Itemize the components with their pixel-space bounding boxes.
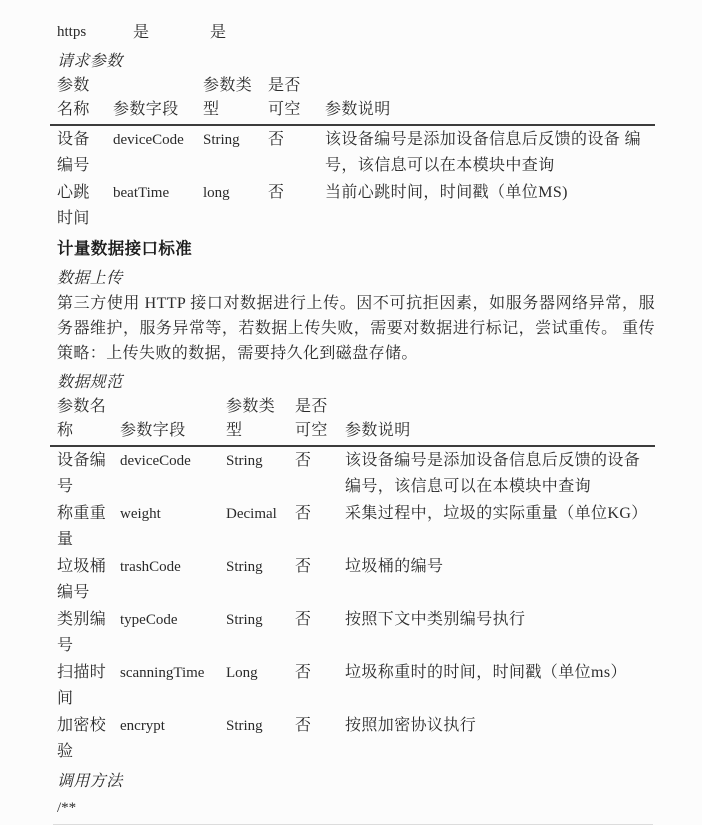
cell-param-name: 心跳时间	[57, 184, 90, 227]
cell-param-desc: 按照加密协议执行	[345, 717, 477, 734]
table-row	[57, 607, 655, 659]
cell-param-field: trashCode	[120, 559, 181, 575]
invoke-method-heading: 调用方法	[57, 773, 123, 790]
protocol-flag-2: 是	[210, 24, 227, 41]
table-row	[57, 554, 655, 606]
header-param-type: 参数类型	[203, 77, 253, 118]
request-params-table	[57, 74, 655, 232]
table-header-row	[57, 395, 655, 443]
table-header-rule	[50, 124, 655, 126]
cell-param-field: typeCode	[120, 612, 178, 628]
table-row	[57, 127, 655, 179]
cell-param-name: 类别编号	[57, 611, 107, 654]
data-upload-paragraph: 第三方使用 HTTP 接口对数据进行上传。因不可抗拒因素，如服务器网络异常，服务器维护，服务异常等，若数据上传失败，需要对数据进行标记，尝试重传。 重传策略：上传失败的数据，需要持久化到磁盘存储。	[57, 295, 655, 362]
code-comment-open: /**	[57, 800, 77, 816]
table-row	[57, 501, 655, 553]
cell-param-type: String	[226, 559, 263, 575]
header-param-nullable: 是否可空	[295, 398, 328, 439]
cell-param-type: long	[203, 185, 230, 201]
cell-param-field: scanningTime	[120, 665, 205, 681]
protocol-flag-1: 是	[133, 24, 150, 41]
cell-param-name: 设备编号	[57, 131, 90, 174]
cell-param-field: weight	[120, 506, 161, 522]
cell-param-desc: 该设备编号是添加设备信息后反馈的设备 编号，该信息可以在本模块中查询	[345, 452, 641, 495]
data-spec-heading: 数据规范	[57, 374, 123, 391]
cell-param-type: String	[203, 132, 240, 148]
header-param-field: 参数字段	[120, 422, 186, 439]
cell-param-desc: 按照下文中类别编号执行	[345, 611, 526, 628]
cell-param-type: String	[226, 453, 263, 469]
cell-param-field: encrypt	[120, 718, 165, 734]
table-row	[57, 448, 655, 500]
cell-param-name: 设备编号	[57, 452, 107, 495]
cell-param-desc: 该设备编号是添加设备信息后反馈的设备 编号，该信息可以在本模块中查询	[325, 131, 642, 174]
protocol-row	[57, 20, 655, 45]
table-header-row	[57, 74, 655, 122]
cell-param-nullable: 否	[295, 505, 312, 522]
cell-param-type: String	[226, 718, 263, 734]
header-param-desc: 参数说明	[345, 422, 411, 439]
cell-param-type: String	[226, 612, 263, 628]
table-row	[57, 660, 655, 712]
cell-param-desc: 垃圾称重时的时间，时间戳（单位ms）	[345, 664, 627, 681]
cell-param-nullable: 否	[268, 184, 285, 201]
header-param-type: 参数类型	[226, 398, 276, 439]
cell-param-desc: 当前心跳时间，时间戳（单位MS)	[325, 184, 568, 201]
cell-param-field: deviceCode	[113, 132, 184, 148]
data-upload-heading: 数据上传	[57, 270, 123, 287]
header-param-name: 参数名称	[57, 77, 90, 118]
table-header-rule	[50, 445, 655, 447]
table-row	[57, 180, 655, 232]
cell-param-nullable: 否	[295, 717, 312, 734]
metering-section-heading: 计量数据接口标准	[57, 240, 193, 258]
cell-param-type: Long	[226, 665, 258, 681]
cell-param-nullable: 否	[295, 558, 312, 575]
cell-param-desc: 垃圾桶的编号	[345, 558, 444, 575]
header-param-nullable: 是否可空	[268, 77, 301, 118]
cell-param-nullable: 否	[295, 664, 312, 681]
cell-param-desc: 采集过程中，垃圾的实际重量（单位KG）	[345, 505, 648, 522]
request-params-heading: 请求参数	[57, 53, 123, 70]
cell-param-field: beatTime	[113, 185, 170, 201]
cell-param-nullable: 否	[295, 452, 312, 469]
header-param-desc: 参数说明	[325, 101, 391, 118]
header-param-field: 参数字段	[113, 101, 179, 118]
data-spec-table	[57, 395, 655, 765]
cell-param-name: 扫描时间	[57, 664, 107, 707]
cell-param-type: Decimal	[226, 506, 277, 522]
cell-param-field: deviceCode	[120, 453, 191, 469]
cell-param-name: 称重重量	[57, 505, 107, 548]
cell-param-nullable: 否	[295, 611, 312, 628]
cell-param-name: 加密校验	[57, 717, 107, 760]
protocol-value: https	[57, 24, 87, 40]
header-param-name: 参数名称	[57, 398, 107, 439]
cell-param-name: 垃圾桶编号	[57, 558, 107, 601]
cell-param-nullable: 否	[268, 131, 285, 148]
table-row	[57, 713, 655, 765]
